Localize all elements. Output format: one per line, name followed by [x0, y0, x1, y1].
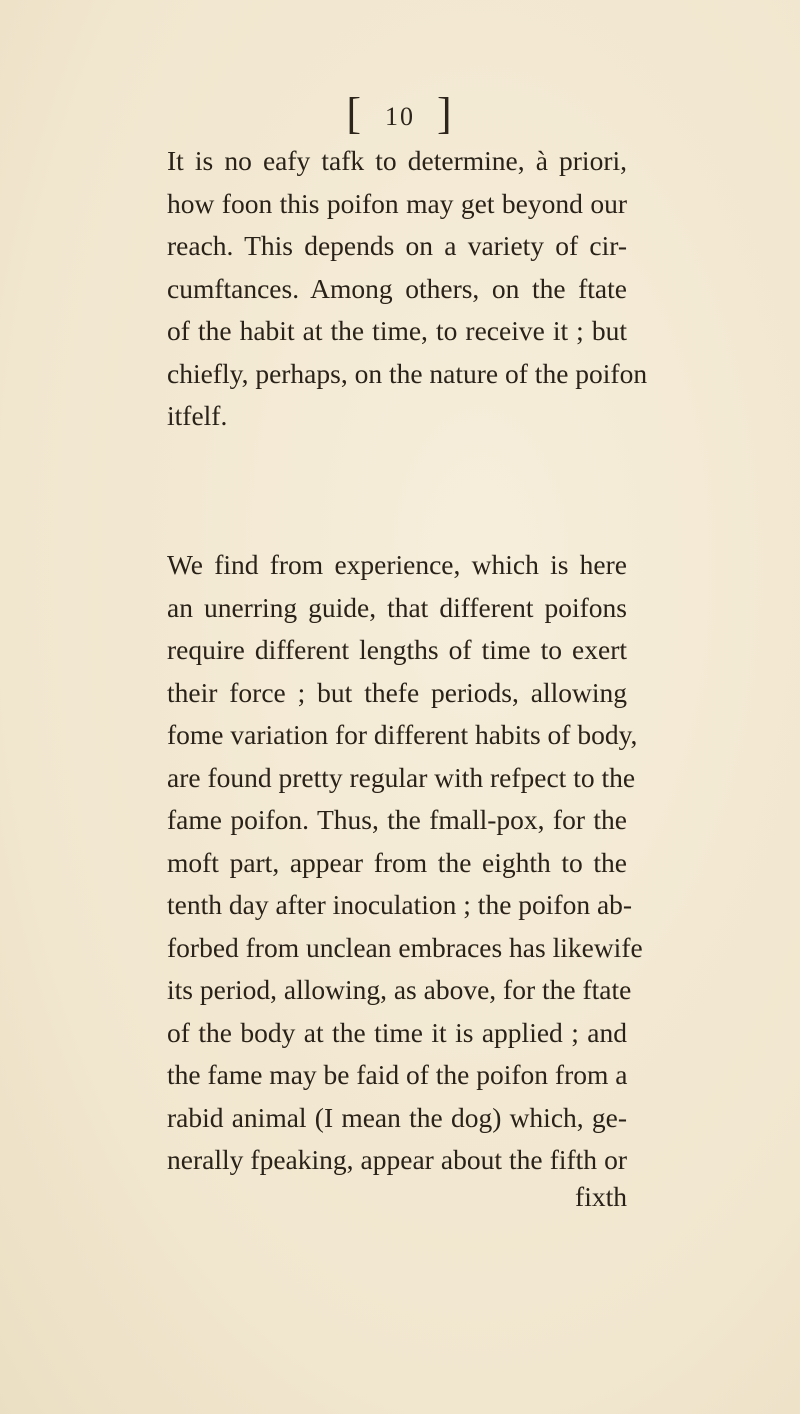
- paragraph-1-line: itfelf.: [167, 400, 228, 431]
- paragraph-2-line: the fame may be faid of the poifon from a: [167, 1059, 628, 1090]
- paragraph-2-line: tenth day after inoculation ; the poifon ab-: [167, 889, 633, 920]
- paragraph-2-line: We find from experience, which is here: [167, 549, 627, 580]
- paragraph-1-line: It is no eafy tafk to determine, à priori,: [167, 145, 627, 176]
- paragraph-2-line: fome variation for different habits of body,: [167, 719, 638, 750]
- paragraph-2: [167, 544, 643, 1182]
- paragraph-2-line: an unerring guide, that different poifons: [167, 591, 627, 623]
- paragraph-2-line: nerally fpeaking, appear about the fifth or: [167, 1144, 627, 1175]
- header-right-bracket: ]: [437, 89, 454, 138]
- paragraph-1-line: of the habit at the time, to receive it ; but: [167, 315, 627, 346]
- header-left-bracket: [: [346, 89, 363, 138]
- paragraph-1: [167, 140, 648, 438]
- paragraph-2-line: are found pretty regular with refpect to the: [167, 761, 636, 793]
- page-number: 10: [385, 102, 415, 131]
- paragraph-2-line: of the body at the time it is applied ; and: [167, 1016, 627, 1048]
- paragraph-1-line: how foon this poifon may get beyond our: [167, 187, 627, 219]
- paragraph-1-line: chiefly, perhaps, on the nature of the poifon: [167, 357, 648, 389]
- paragraph-2-line: moft part, appear from the eighth to the: [167, 846, 627, 878]
- paragraph-2-line: fame poifon. Thus, the fmall-pox, for the: [167, 804, 627, 835]
- paragraph-2-line: forbed from unclean embraces has likewife: [167, 931, 643, 963]
- paragraph-2-line: require different lengths of time to exert: [167, 634, 627, 665]
- paragraph-1-line: reach. This depends on a variety of cir-: [167, 230, 627, 261]
- paragraph-2-line: rabid animal (I mean the dog) which, ge-: [167, 1101, 627, 1133]
- paragraph-1-line: cumftances. Among others, on the ftate: [167, 272, 627, 304]
- page-header: [0, 88, 800, 139]
- paragraph-2-line: its period, allowing, as above, for the ftate: [167, 974, 632, 1005]
- paragraph-2-line: their force ; but thefe periods, allowing: [167, 676, 627, 708]
- catchword: fixth: [575, 1181, 627, 1212]
